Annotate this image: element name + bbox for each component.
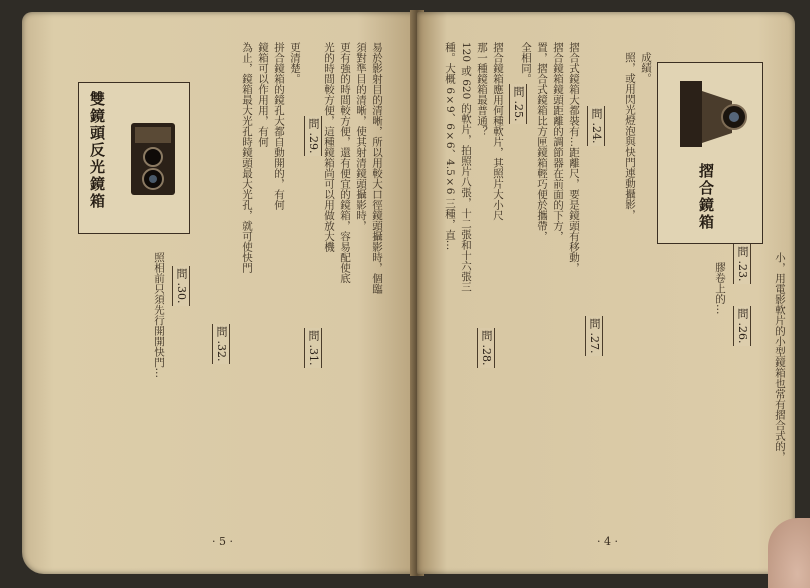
right-page <box>417 12 795 574</box>
question-25-label: 問 .25. <box>509 84 527 124</box>
question-27-label: 問 .27. <box>585 316 603 356</box>
left-text-column: 更清楚。 <box>289 42 301 84</box>
question-31-label: 問 .31. <box>304 328 322 368</box>
left-text-column: 更有強的時間較方便，還有便宜的鏡箱，容易配使底 <box>339 42 351 284</box>
left-text-column: 照相前只須先行開開快門… <box>153 252 165 378</box>
right-text-column: 那一種鏡箱最普通？ <box>476 42 488 137</box>
left-text-column: 鏡箱可以作用用，有何 <box>257 42 269 147</box>
right-text-column: 120 或 620 的軟片，拍照片八張，十二張和十六張三 <box>460 42 472 292</box>
right-text-column: 摺合鏡箱鏡頭距離的調節器在前面的下方， <box>552 42 564 242</box>
question-23-label: 問 .23. <box>733 244 751 284</box>
thumb <box>768 518 810 588</box>
question-30-label: 問 .30. <box>172 266 190 306</box>
question-24-label: 問 .24. <box>587 106 605 146</box>
twin-lens-camera-image <box>125 117 181 201</box>
left-text-column: 須對準目的清晰，使其射清鏡頭攝影時， <box>355 42 367 231</box>
right-text-column: 膠卷上的… <box>714 262 726 315</box>
question-26-label: 問 .26. <box>733 306 751 346</box>
right-text-column: 置，摺合式鏡箱比方匣鏡箱輕巧便於攜帶， <box>536 42 548 242</box>
right-text-column: 小，用電影軟片的小型鏡箱也常有摺合式的， <box>774 252 786 462</box>
right-text-column: 摺合鏡箱應用何種軟片，其照片大小尺 <box>492 42 504 221</box>
folding-camera-title: 摺合鏡箱 <box>697 163 715 231</box>
question-32-label: 問 .32. <box>212 324 230 364</box>
left-page <box>22 12 417 574</box>
right-text-column: 種。大概 6×9、6×6、4.5×6 三種，直… <box>444 42 456 251</box>
folding-camera-image <box>672 73 752 157</box>
twin-lens-box <box>78 82 190 234</box>
left-text-column: 拼合鏡箱的鏡孔大都自動開的，有何 <box>273 42 285 210</box>
question-29-label: 問 .29. <box>304 116 322 156</box>
right-text-column: 照，或用閃光燈泡與快門連動攝影， <box>624 52 636 220</box>
right-page-number: · 4 · <box>597 535 618 548</box>
left-text-column: 為止，鏡箱最大光孔時鏡頭最大光孔，就可使快門 <box>241 42 253 273</box>
left-page-number: · 5 · <box>212 535 233 548</box>
question-28-label: 問 .28. <box>477 328 495 368</box>
twin-lens-title: 雙鏡頭反光鏡箱 <box>88 91 106 210</box>
right-text-column: 全相同。 <box>520 42 532 84</box>
left-text-column: 易於影射目的清晰，所以用較大口徑鏡頭攝影時，個臨 <box>371 42 383 294</box>
right-text-column: 成績。 <box>640 52 652 84</box>
left-text-column: 光的時間較方便，這種鏡箱尚可以用做放大機 <box>323 42 335 252</box>
folding-camera-box <box>657 62 763 244</box>
right-text-column: 摺合式鏡箱大都裝有…距離尺，要是鏡頭有移動， <box>568 42 580 273</box>
